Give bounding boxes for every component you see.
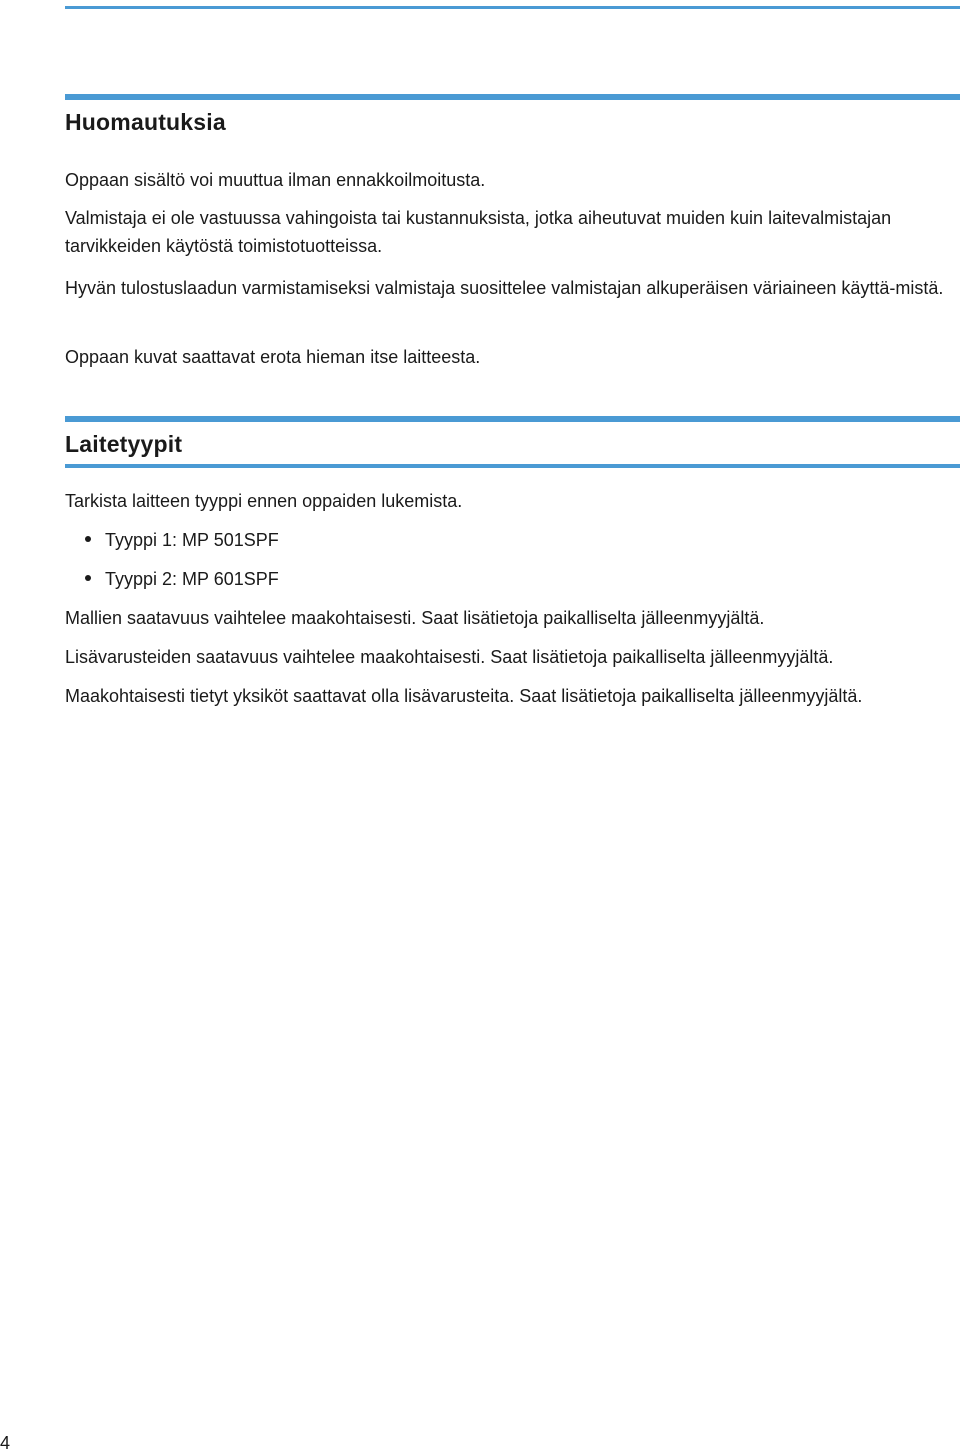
paragraph-notes-1: Oppaan sisältö voi muuttua ilman ennakkoilmoitusta. <box>65 170 486 190</box>
section-device-types <box>65 416 960 468</box>
paragraph-device-types-3: Maakohtaisesti tietyt yksiköt saattavat olla lisävarusteita. Saat lisätietoja paikalliselta jälleenmyyjältä. <box>65 686 863 706</box>
paragraph-notes-3: Hyvän tulostuslaadun varmistamiseksi valmistaja suosittelee valmistajan alkuperäisen väriaineen käyttä-mistä. <box>65 278 944 298</box>
list-item-label: Tyyppi 1: MP 501SPF <box>105 530 279 550</box>
section-notes <box>65 94 960 136</box>
section-title-device-types: Laitetyypit <box>65 431 183 457</box>
list-item <box>85 565 279 593</box>
paragraph-notes-4: Oppaan kuvat saattavat erota hieman itse laitteesta. <box>65 347 481 367</box>
list-item <box>85 526 279 554</box>
section-title-notes: Huomautuksia <box>65 109 226 135</box>
page-number: 4 <box>0 1433 11 1453</box>
section-rule-bottom <box>65 464 960 468</box>
top-rule <box>65 6 960 9</box>
paragraph-device-types-1: Mallien saatavuus vaihtelee maakohtaisesti. Saat lisätietoja paikalliselta jälleenmyyjältä. <box>65 608 765 628</box>
paragraph-device-types-2: Lisävarusteiden saatavuus vaihtelee maakohtaisesti. Saat lisätietoja paikalliselta jälleenmyyjältä. <box>65 647 834 667</box>
list-item-label: Tyyppi 2: MP 601SPF <box>105 569 279 589</box>
paragraph-notes-2: Valmistaja ei ole vastuussa vahingoista tai kustannuksista, jotka aiheutuvat muiden kuin laitevalmistajan tarvikkeiden käytöstä toimistotuotteissa. <box>65 208 892 256</box>
bullet-icon <box>85 536 91 542</box>
bullet-icon <box>85 575 91 581</box>
paragraph-device-types-intro: Tarkista laitteen tyyppi ennen oppaiden lukemista. <box>65 491 463 511</box>
